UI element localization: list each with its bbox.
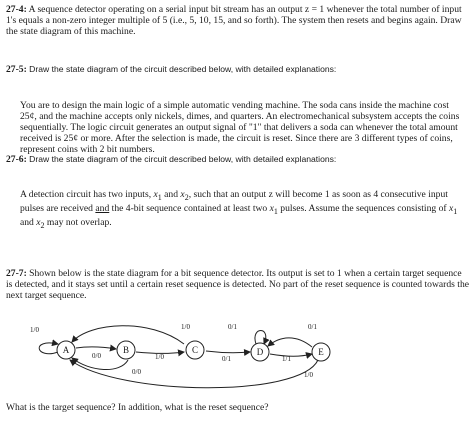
edge-label: 0/1 [228, 323, 237, 331]
var-sub: 1 [453, 206, 458, 216]
transition-d-self [255, 331, 266, 345]
edge-label: 1/0 [181, 323, 190, 331]
body-text: and [20, 216, 37, 228]
problem-27-5-body: You are to design the main logic of a simple automatic vending machine. The soda cans inside the machine cost 25¢, and the machine accepts only nickels, dimes, and quarters. An electromechanical subsystem accepts the coins sequentially. The logic circuit generates an output signal of "1" that delivers a soda can whenever the total amount received is 25¢ or more. After the selection is made, the circuit is reset. Since there are 3 different types of coins, represent coins with 2 bit numbers. [20, 99, 460, 156]
problem-heading-text: Draw the state diagram of the circuit described below, with detailed explanations: [26, 154, 337, 164]
body-text: pulses. Assume the sequences consisting of [277, 202, 449, 214]
state-label: B [122, 345, 130, 355]
var-x: x [153, 188, 158, 200]
body-text: the 4-bit sequence contained at least two [109, 202, 270, 214]
transition-d-e [270, 354, 312, 356]
problem-text: A sequence detector operating on a serial input bit stream has an output z = 1 whenever the total number of input 1's equals a non-zero integer multiple of 5 (i.e., 5, 10, 15, and so forth). The system then resets and begins again. Draw the state diagram of this machine. [6, 4, 462, 38]
var-sub: 1 [273, 206, 278, 216]
var-sub: 2 [184, 192, 189, 202]
var-x: x [448, 202, 454, 214]
problem-label: 27-5: [6, 64, 27, 75]
problem-27-6-heading [6, 154, 470, 165]
problem-27-6-body [20, 189, 464, 231]
body-text: and [161, 188, 181, 200]
edge-label: 1/0 [304, 371, 313, 379]
problem-27-7 [6, 268, 470, 302]
var-x: x [269, 202, 274, 214]
state-label: C [191, 345, 199, 355]
transition-a-b [76, 347, 116, 349]
problem-label: 27-6: [6, 154, 27, 165]
problem-label: 27-4: [6, 4, 27, 15]
edge-label: 1/1 [282, 355, 291, 363]
underlined-word: and [95, 202, 110, 214]
edge-label: 0/1 [308, 323, 317, 331]
state-diagram [0, 312, 474, 394]
body-text: A detection circuit has two inputs, [20, 188, 154, 200]
state-label: D [256, 347, 264, 357]
edge-label: 1/0 [30, 326, 39, 334]
problem-27-5-heading [6, 64, 470, 75]
edge-label: 0/0 [92, 352, 101, 360]
var-sub: 1 [157, 192, 162, 202]
edge-label: 1/0 [155, 353, 164, 361]
body-text: may not overlap. [44, 216, 112, 228]
transition-c-d [206, 351, 250, 353]
transition-a-self [39, 343, 58, 354]
body-text: , such that an output z will become 1 as soon as 4 consecutive input pulses are received [20, 188, 448, 214]
problem-27-4 [6, 4, 470, 38]
problem-label: 27-7: [6, 268, 27, 279]
var-sub: 2 [40, 220, 45, 230]
state-label: A [62, 345, 70, 355]
question-text: What is the target sequence? In addition, what is the reset sequence? [6, 402, 269, 413]
var-x: x [36, 216, 41, 228]
state-label: E [318, 347, 324, 357]
transition-e-d [268, 338, 312, 347]
var-x: x [180, 188, 185, 200]
problem-text: Shown below is the state diagram for a bit sequence detector. Its output is set to 1 when a certain target sequence is detected, and it stays set until a certain reset sequence is detected. No part of the reset sequence is counted towards the next target sequence. [6, 268, 469, 302]
edge-label: 0/1 [222, 355, 231, 363]
problem-heading-text: Draw the state diagram of the circuit described below, with detailed explanations: [26, 64, 337, 74]
transition-e-a [70, 360, 318, 388]
edge-label: 0/0 [132, 368, 141, 376]
